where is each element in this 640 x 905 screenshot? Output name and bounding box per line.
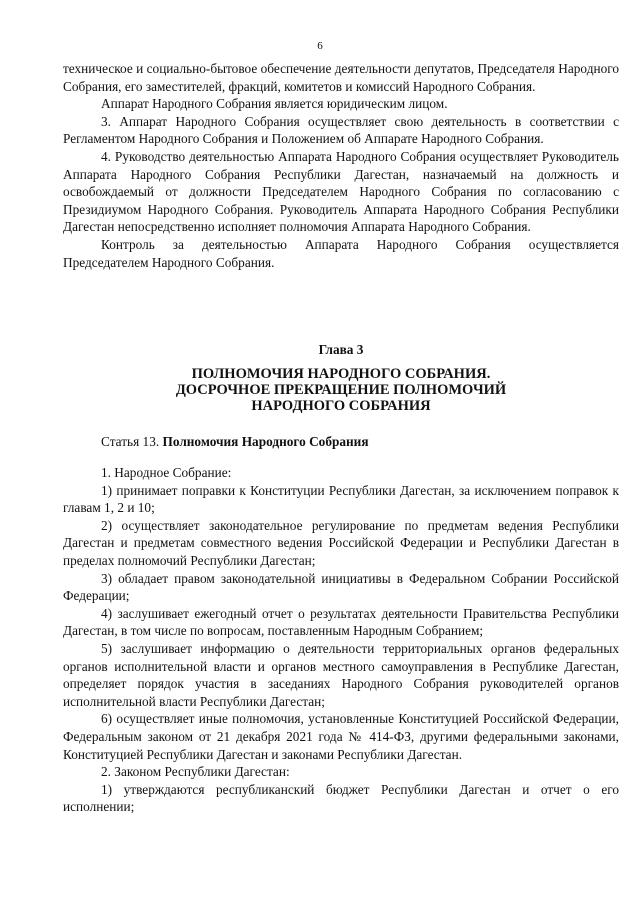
paragraph: 3) обладает правом законодательной инициативы в Федеральном Собрании Российской Федерации; bbox=[63, 570, 619, 604]
paragraph: 1. Народное Собрание: bbox=[101, 465, 232, 480]
page-number: 6 bbox=[317, 40, 323, 52]
paragraph: 3. Аппарат Народного Собрания осуществляет свою деятельность в соответствии с Регламентом Народного Собрания и Положением об Аппарате Народного Собрания. bbox=[63, 113, 619, 147]
article-text-block bbox=[63, 464, 619, 816]
paragraph: Контроль за деятельностью Аппарата Народного Собрания осуществляется Председателем Народного Собрания. bbox=[63, 236, 619, 270]
paragraph: 4) заслушивает ежегодный отчет о результатах деятельности Правительства Республики Дагестан, в том числе по вопросам, поставленным Народным Собранием; bbox=[63, 605, 619, 639]
article-heading bbox=[101, 433, 369, 451]
paragraph: 2. Законом Республики Дагестан: bbox=[101, 764, 290, 780]
paragraph: 2) осуществляет законодательное регулирование по предметам ведения Республики Дагестан и предметам совместного ведения Российской Федерации и Республики Дагестан в пределах полномочий Республики Дагестан; bbox=[63, 517, 619, 568]
chapter-heading bbox=[63, 341, 619, 414]
paragraph: 4. Руководство деятельностью Аппарата Народного Собрания осуществляет Руководитель Аппарата Народного Собрания Республики Дагестан, назначаемый на должность и освобождаемый от должности Председателем Народного Собрания по согласованию с Президиумом Народного Собрания. Руководитель Аппарата Народного Собрания Республики Дагестан непосредственно исполняет полномочия Аппарата Народного Собрания. bbox=[63, 148, 619, 235]
chapter-number: Глава 3 bbox=[318, 342, 364, 357]
paragraph: 5) заслушивает информацию о деятельности территориальных органов федеральных органов исполнительной власти и органов местного самоуправления в Республике Дагестан, определяет порядок участия в заседаниях Народного Собрания руководителей органов исполнительной власти Республики Дагестан; bbox=[63, 640, 619, 709]
paragraph: Аппарат Народного Собрания является юридическим лицом. bbox=[101, 96, 448, 112]
paragraph: 6) осуществляет иные полномочия, установленные Конституцией Российской Федерации, Федеральным законом от 21 декабря 2021 года № 414-ФЗ, другими федеральными законами, Конституцией Республики Дагестан и законами Республики Дагестан. bbox=[63, 711, 619, 762]
paragraph: техническое и социально-бытовое обеспечение деятельности депутатов, Председателя Народного Собрания, его заместителей, фракций, комитетов и комиссий Народного Собрания. bbox=[63, 61, 619, 94]
paragraph: 1) утверждаются республиканский бюджет Республики Дагестан и отчет о его исполнении; bbox=[63, 781, 619, 815]
chapter-title-line: ДОСРОЧНОЕ ПРЕКРАЩЕНИЕ ПОЛНОМОЧИЙ bbox=[175, 382, 507, 398]
article-title: Полномочия Народного Собрания bbox=[162, 434, 369, 449]
paragraph: 1) принимает поправки к Конституции Республики Дагестан, за исключением поправок к главам 1, 2 и 10; bbox=[63, 482, 619, 516]
chapter-title-line: ПОЛНОМОЧИЯ НАРОДНОГО СОБРАНИЯ. bbox=[191, 366, 491, 382]
chapter-title bbox=[63, 366, 619, 414]
top-text-block bbox=[63, 60, 619, 271]
chapter-title-line: НАРОДНОГО СОБРАНИЯ bbox=[251, 398, 431, 414]
article-prefix: Статья 13. bbox=[101, 434, 160, 449]
